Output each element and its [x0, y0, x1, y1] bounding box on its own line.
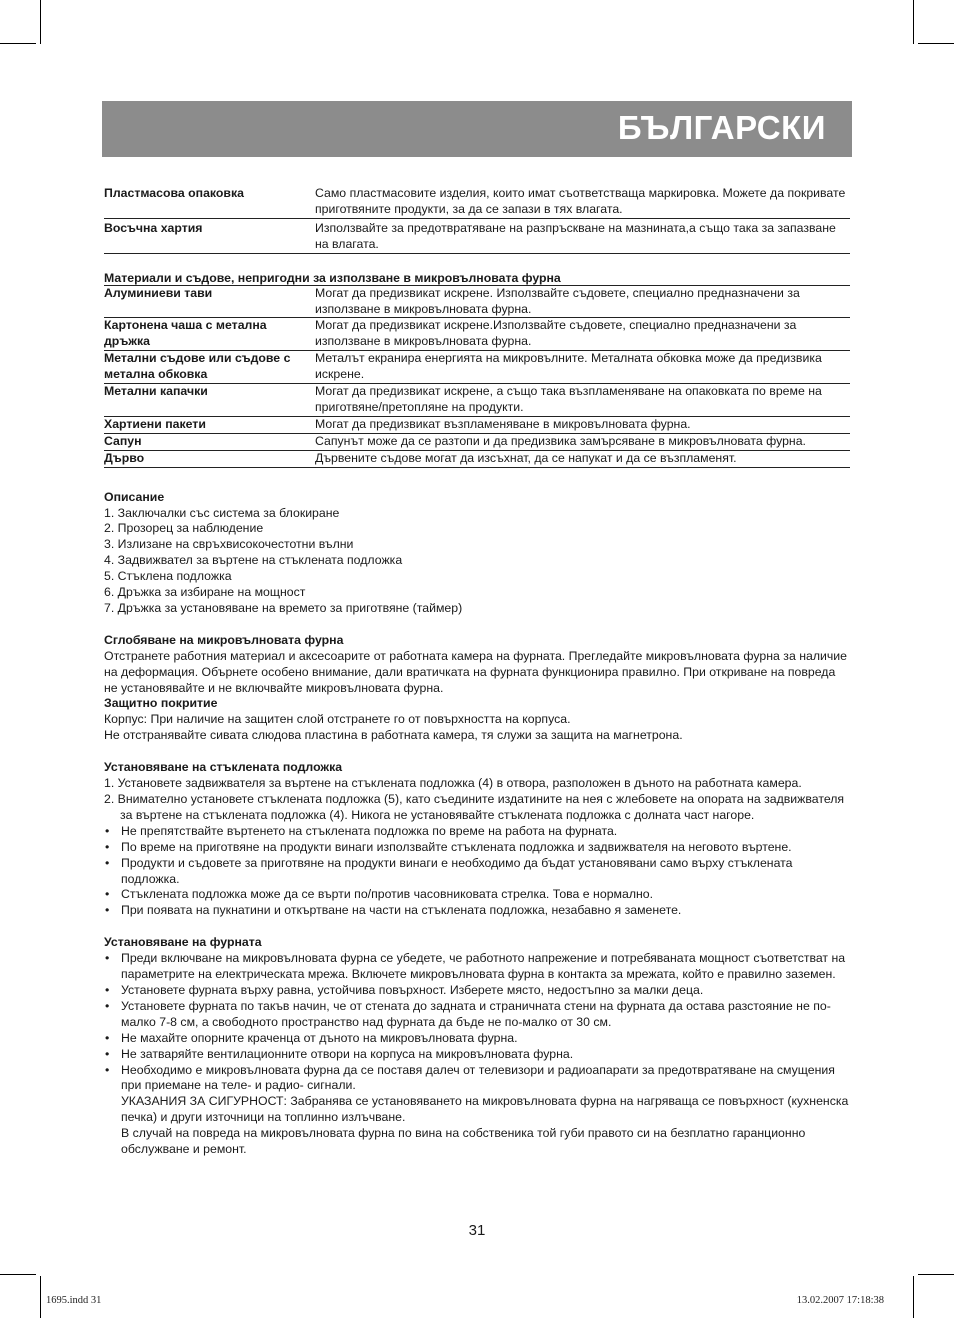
bullet-text: При появата на пукнатини и откъртване на части на стъклената подложка, незабавно я заменете.: [121, 903, 682, 918]
footer-file: 1695.indd 31: [46, 1295, 102, 1306]
oven-install-bullets: [104, 951, 850, 1158]
suitable-materials-table: [104, 186, 850, 254]
material-name: Дърво: [104, 450, 315, 467]
crop-mark: [918, 43, 954, 44]
table-row: [104, 186, 850, 218]
table-row: [104, 218, 850, 253]
material-desc: Металът екранира енергията на микровълните. Металната обковка може да предизвика искрене.: [315, 351, 850, 384]
unsuitable-materials-table: [104, 286, 850, 468]
material-name: Картонена чаша с метална дръжка: [104, 318, 315, 351]
list-item: 6. Дръжка за избиране на мощност: [104, 585, 306, 600]
material-desc: Могат да предизвикат искрене, а също така възпламеняване на опаковката по време на приготвяне/претопляне на продукти.: [315, 384, 850, 417]
table-row: [104, 318, 850, 351]
crop-mark: [913, 1276, 914, 1318]
material-name: Алуминиеви тави: [104, 286, 315, 318]
list-item: [104, 903, 850, 919]
bullet-marker: •: [105, 903, 110, 918]
table-row: [104, 416, 850, 433]
page-content: [104, 186, 850, 1158]
table-row: [104, 450, 850, 467]
list-item: [104, 951, 850, 983]
header-banner: [102, 101, 852, 157]
bullet-marker: •: [105, 951, 110, 966]
bullet-text: Не препятствайте въртенето на стъклената подложка по време на работа на фурната.: [121, 823, 618, 838]
bullet-text: По време на приготвяне на продукти винаги използвайте стъклената подложка и задвижвателя на неговото въртене.: [121, 839, 792, 854]
footer-timestamp: 13.02.2007 17:18:38: [796, 1295, 884, 1306]
protective-line: Корпус: При наличие на защитен слой отстранете го от повърхността на корпуса.: [104, 712, 571, 727]
assembly-heading: Сглобяване на микровълновата фурна: [104, 632, 344, 647]
oven-install-heading: Установяване на фурната: [104, 935, 262, 950]
bullet-marker: •: [105, 839, 110, 854]
material-name: Сапун: [104, 433, 315, 450]
page-title: БЪЛГАРСКИ: [617, 109, 826, 146]
list-item: [104, 1063, 850, 1158]
bullet-text: Стъклената подложка може да се върти по/против часовниковата стрелка. Това е нормално.: [121, 887, 654, 902]
table-row: [104, 351, 850, 384]
table-row: [104, 433, 850, 450]
table-row: [104, 286, 850, 318]
list-item: [104, 999, 850, 1031]
crop-mark: [0, 1274, 36, 1275]
crop-mark: [913, 0, 914, 44]
list-item: [104, 840, 850, 856]
crop-mark: [40, 0, 41, 44]
crop-mark: [918, 1274, 954, 1275]
list-item: [104, 887, 850, 903]
warranty-note: В случай на повреда на микровълновата фурна по вина на собственика той губи правото си на безплатно гаранционно обслужване и ремонт.: [121, 1126, 806, 1157]
crop-mark: [40, 1276, 41, 1318]
bullet-marker: •: [105, 887, 110, 902]
protective-line: Не отстранявайте сивата слюдова пластина в работната камера, тя служи за защита на магнетрона.: [104, 728, 683, 743]
protective-heading: Защитно покритие: [104, 696, 218, 711]
list-item: [104, 824, 850, 840]
material-desc: Само пластмасовите изделия, които имат съответстваща маркировка. Можете да покривате приготвяните продукти, за да се запази в тях влагата.: [315, 186, 850, 218]
list-item: [104, 1031, 850, 1047]
list-item: 2. Прозорец за наблюдение: [104, 521, 264, 536]
material-desc: Могат да предизвикат искрене.Използвайте съдовете, специално предназначени за използване в микровълновата фурна.: [315, 318, 850, 351]
material-desc: Могат да предизвикат искрене. Използвайте съдовете, специално предназначени за използване в микровълновата фурна.: [315, 286, 850, 318]
material-desc: Могат да предизвикат възпламеняване в микровълновата фурна.: [315, 416, 850, 433]
table-row: [104, 384, 850, 417]
list-item: 7. Дръжка за установяване на времето за приготвяне (таймер): [104, 600, 463, 615]
material-name: Пластмасова опаковка: [104, 186, 315, 218]
glass-tray-bullets: [104, 824, 850, 919]
bullet-marker: •: [105, 1046, 110, 1061]
numbered-step: 1. Установете задвижвателя за въртене на стъклената подложка (4) в отвора, разположен в дъното на работната камера.: [104, 776, 802, 791]
bullet-text: Установете фурната върху равна, устойчива повърхност. Изберете място, недостъпно за малки деца.: [121, 982, 704, 997]
bullet-marker: •: [105, 1062, 110, 1077]
glass-tray-heading: Установяване на стъклената подложка: [104, 760, 343, 775]
material-desc: Използвайте за предотвратяване на разпръскване на мазнината,а също така за запазване на влагата.: [315, 218, 850, 253]
safety-note: УКАЗАНИЯ ЗА СИГУРНОСТ: Забранява се установяването на микровълновата фурна на нагряваща се повърхност (кухненска печка) и други източници на топлинно излъчване.: [121, 1094, 849, 1125]
list-item: 4. Задвижвател за въртене на стъклената подложка: [104, 553, 403, 568]
material-name: Метални капачки: [104, 384, 315, 417]
bullet-text: Не затваряйте вентилационните отвори на корпуса на микровълновата фурна.: [121, 1046, 574, 1061]
list-item: [104, 856, 850, 888]
list-item: [104, 983, 850, 999]
crop-mark: [0, 43, 36, 44]
unsuitable-heading: Материали и съдове, непригодни за използване в микровълновата фурна: [104, 271, 850, 286]
material-desc: Сапунът може да се разтопи и да предизвика замърсяване в микровълновата фурна.: [315, 433, 850, 450]
material-desc: Дървените съдове могат да изсъхнат, да се напукат и да се възпламенят.: [315, 450, 850, 467]
assembly-text: Отстранете работния материал и аксесоарите от работната камера на фурната. Прегледайте микровълновата фурна за наличие на деформация. Обърнете особено внимание, дали вратичката на фурната функционира правилно. При откриване на повреда не установявайте и не включвайте микровълновата фурна.: [104, 648, 847, 695]
description-list: [104, 506, 850, 617]
bullet-marker: •: [105, 998, 110, 1013]
list-item: [104, 1047, 850, 1063]
bullet-marker: •: [105, 1030, 110, 1045]
bullet-text: Преди включване на микровълновата фурна се убедете, че работното напрежение и потребяваната мощност съответстват на параметрите на електрическата мрежа. Включете микровълновата фурна в контакта за мрежата, който е правилно заземен.: [121, 951, 846, 982]
list-item: 5. Стъклена подложка: [104, 569, 232, 584]
bullet-marker: •: [105, 855, 110, 870]
bullet-marker: •: [105, 823, 110, 838]
material-name: Восъчна хартия: [104, 218, 315, 253]
bullet-text: Продукти и съдовете за приготвяне на продукти винаги е необходимо да бъдат установявани само върху стъклената подложка.: [121, 855, 793, 886]
list-item: 3. Излизане на свръхвисокочестотни вълни: [104, 537, 354, 552]
bullet-text: Необходимо е микровълновата фурна да се поставя далеч от телевизори и радиоапарати за предотвратяване на смущения при приемане на теле- и радио- сигнали.: [121, 1062, 835, 1093]
list-item: 1. Заключалки със система за блокиране: [104, 505, 340, 520]
bullet-marker: •: [105, 982, 110, 997]
page-number: 31: [468, 1222, 486, 1239]
bullet-text: Не махайте опорните краченца от дъното на микровълновата фурна.: [121, 1030, 518, 1045]
description-heading: Описание: [104, 489, 165, 504]
material-name: Метални съдове или съдове с метална обковка: [104, 351, 315, 384]
material-name: Хартиени пакети: [104, 416, 315, 433]
bullet-text: Установете фурната по такъв начин, че от стената до задната и страничната стени на фурната да остава разстояние не по-малко 7-8 см, а свободното пространство над фурната да бъде не по-малко от 30 см.: [121, 998, 831, 1029]
numbered-step: 2. Внимателно установете стъклената подложка (5), като съедините издатините на нея с жлебовете на опората на задвижвателя за въртене на стъклената подложка (4). Никога не установявайте стъклената подложка с долната част нагоре.: [104, 792, 845, 822]
